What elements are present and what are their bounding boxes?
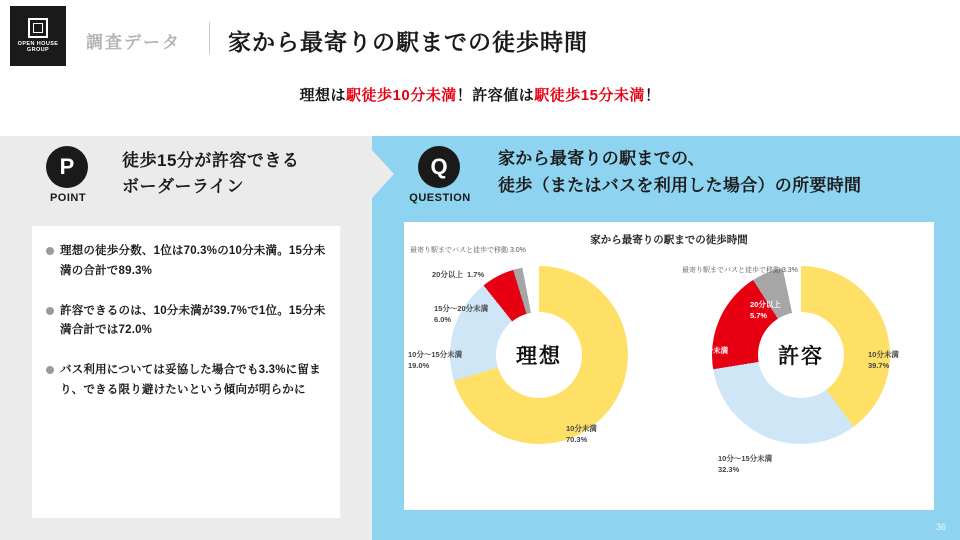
list-item-text: バス利用については妥協した場合でも3.3%に留まり、できる限り避けたいという傾向が明らかに [60,364,321,396]
donut-center-label: 許容 [758,312,844,398]
question-heading [498,145,948,199]
page-number: 36 [935,522,946,532]
slice-label-bus: 最寄り駅までバスと徒歩で移動 3.3% [682,267,798,274]
page-header [0,0,960,72]
point-card [32,226,340,518]
point-badge-label: POINT [49,192,87,204]
lead-highlight-2: 駅徒歩15分未満 [534,87,645,104]
question-heading-line-1: 家から最寄りの駅までの、 [498,149,705,168]
question-badge-label: QUESTION [409,192,471,204]
slice-label-over20: 20分以上 1.7% [432,270,485,279]
slice-label-under10: 10分未満 70.3% [566,424,597,444]
point-badge: P [46,146,88,188]
lead-part-2: ！許容値は [456,87,535,104]
list-item-text: 理想の徒歩分数、1位は70.3%の10分未満。15分未満の合計で89.3% [60,245,326,277]
arrow-icon [372,150,394,198]
list-item-text: 許容できるのは、10分未満が39.7%で1位。15分未満合計では72.0% [60,304,326,337]
donut-ring [450,266,628,444]
point-heading [122,148,367,201]
bullet-dot-icon [46,366,54,374]
lead-part-1: 理想は [299,87,347,104]
bullet-dot-icon [46,247,54,255]
logo-mark-icon [28,18,48,38]
question-heading-line-2: 徒歩（またはバスを利用した場合）の所要時間 [498,176,862,196]
slice-label-10-15: 10分〜15分未満 32.3% [718,454,773,474]
slice-label-bus: 最寄り駅までバスと徒歩で移動 3.0% [410,247,526,254]
page-title: 家から最寄りの駅までの徒歩時間 [228,29,588,55]
list-item [46,361,328,401]
header-divider [209,22,210,54]
slice-label-under10: 10分未満 39.7% [868,350,899,370]
donut-center-label: 理想 [496,312,582,398]
bullet-dot-icon [46,307,54,315]
point-bullet-list [46,242,328,421]
slice-label-15-20: 15分〜20分未満 6.0% [434,304,489,324]
chart-title: 家から最寄りの駅までの徒歩時間 [590,234,748,246]
header-kicker: 調査データ [86,33,181,52]
question-badge: Q [418,146,460,188]
point-heading-line-2: ボーダーライン [122,177,244,197]
list-item [46,302,328,342]
donut-chart-ideal [408,247,664,502]
lead-statement [0,84,960,105]
lead-highlight-1: 駅徒歩10分未満 [346,87,457,104]
donut-ring [712,266,890,444]
donut-chart-acceptable [676,252,926,502]
logo-text: OPEN HOUSE GROUP [17,41,59,53]
logo [10,6,66,66]
slice-label-over20: 20分以上 5.7% [750,300,781,320]
chart-card [404,222,934,510]
lead-part-3: ！ [644,87,661,104]
list-item [46,242,328,282]
point-heading-line-1: 徒歩15分が許容できる [122,151,300,170]
slice-label-15-20: 15分〜20分未満 18.4% [674,346,729,366]
slice-label-10-15: 10分〜15分未満 19.0% [408,350,463,370]
